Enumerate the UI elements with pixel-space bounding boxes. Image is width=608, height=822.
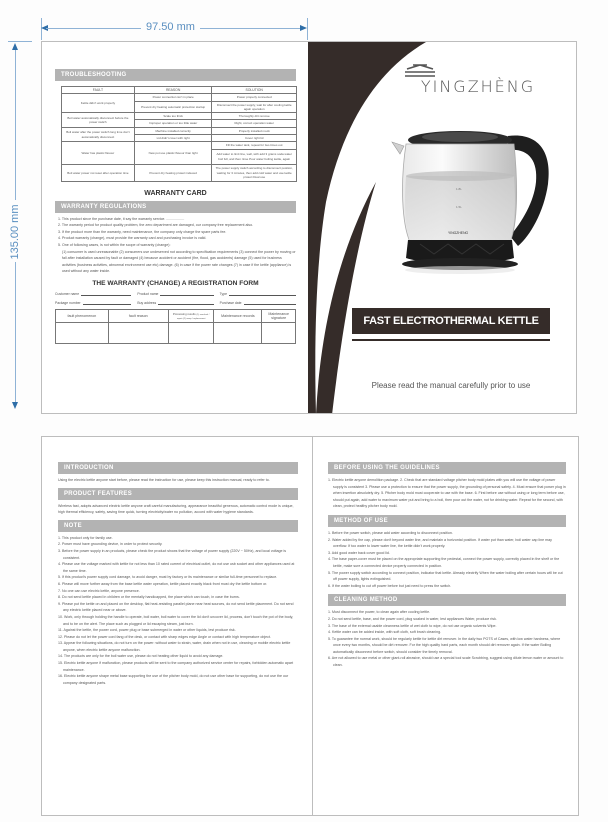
solution-cell: Right, correct operation water (212, 120, 297, 127)
list-item: 4. Product warranty (change), must provide the warranty card and purchasing invoice is valid. (58, 236, 207, 241)
height-dimension-line-bottom (15, 262, 16, 402)
height-arrow-up-icon (12, 43, 18, 50)
list-item: 9. Please put the kettle on and placed on the desktop, flat heat-resisting parallel plane near heat sources, do not send kettle placement. Do not send any electric kettle placed near or above. (58, 601, 294, 613)
list-item: 4. Kettle water can be added inside, with soft cloth, soft brush cleaning. (328, 630, 442, 635)
table-row (62, 164, 297, 181)
kettle-image (390, 124, 578, 279)
kettle-body-brand: YINGZHENG (448, 231, 469, 235)
list-item: 5. If this product's power supply cord damage, to avoid danger, must by factory or its maintenance or similar full-time personnel to replace. (58, 575, 278, 580)
registration-form-title: THE WARRANTY (CHANGE) A REGISTRATION FORM (92, 280, 259, 288)
width-dimension-line-right (200, 28, 300, 29)
product-features-text (58, 503, 298, 516)
col-processing-results (168, 310, 214, 323)
buy-address-field[interactable] (158, 300, 213, 305)
cover-tagline: Please read the manual carefully prior to use (371, 381, 531, 390)
temple-roof-icon (403, 64, 437, 78)
type-label: Type (219, 292, 228, 297)
list-item: 5. To guarantee the normal work, should be regularly kettle for kettle dirt remover. In the daily two POTS of Cases, with low water hardness, where once every two months, should be dirt remover. For the high quality hard parts, each month should dirt remover again. If the water Boiling automatically disconnect before switch, should consider the timely removal. (328, 636, 561, 654)
list-item: 7. No one can use electric kettle, anyone presence. (58, 588, 140, 593)
solution-cell: Disconnect the power supply, wait for after cooling kettle again operation (212, 101, 297, 113)
list-item: (1) consumer is used unreasonable (2) consumers use undeserved not according to specification requirements (3) connect the power by moving or fall after installation caused by fault or damaged (4) because accident or accident (fire, flood, gas accidents) damage (5) used for business activities (business activities, abnormal environment use etc) damage. (6) in case if the power rate changes (7) in case if the kettle (appliance) is used without any water inside. (62, 249, 296, 274)
before-using-header: BEFORE USING THE GUIDELINES (328, 462, 566, 474)
swoosh-secondary (316, 182, 376, 413)
list-item: 2. Power must have grounding device, in order to protect security. (58, 542, 163, 547)
title-underline (352, 339, 550, 341)
reason-cell: Prevent dry heating protect indexed (134, 164, 212, 181)
inner-left-panel (42, 437, 312, 815)
list-item: 12. Please do not let the power cord fang of the desk, or contact with sharp edges edge Angle or contact with high temperature object. (58, 634, 271, 639)
type-field[interactable] (229, 291, 296, 296)
list-item: 13. Appear the following situations, do not turn on the power: without water to strain, water, drain when not in use, cleaning or mobile electric kettle anyone, when electric kettle anyone malfunction. (58, 641, 291, 652)
solution-cell: The power supply switch according to disconnect position, waiting for 3 minutes, then add cold water and use kettle protect Dual use (212, 164, 297, 181)
list-item: 16. Electric kettle anyone shape metal base supporting the use of the pitcher body mold, do not use other base for supporting, do not use the our company designated parts. (58, 674, 289, 685)
solution-cell: Power properly connected (212, 94, 297, 101)
reason-cell: Improper operation or too little water (134, 120, 212, 127)
list-item: 15. Electric kettle anyone if malfunction, please products will be sent to the company authorized service center for repairs, forbidden automatic apart maintenance. (58, 661, 294, 672)
height-arrow-down-icon (12, 402, 18, 409)
list-item: 3. Add good water back cover good lid. (328, 550, 390, 555)
list-item: 3. Before the power supply in an products, please check the product shows that the voltage of power supply (220V ~ 50Hz), and local voltage is consistent. (58, 548, 287, 560)
introduction-paragraph: Using the electric kettle anyone start before, please read the instruction for use, please keep this instruction manual, ready to refer to. (58, 478, 270, 482)
method-of-use-header: METHOD OF USE (328, 515, 566, 527)
introduction-header: INTRODUCTION (58, 462, 298, 474)
cell-empty[interactable] (56, 323, 109, 344)
registration-fields-row2 (55, 300, 296, 305)
warranty-card-title: WARRANTY CARD (144, 189, 207, 197)
solution-cell: Thoroughly dirt remove (212, 113, 297, 120)
list-item: 3. If the product more than the warranty, need maintenance, the company only charge the spare parts fee. (58, 229, 227, 234)
col-maintenance-records: Maintenance records (214, 310, 262, 323)
list-item: 6. Are not allowed to use metal or other giant-roll abrasive, should use a special tool scale Scrubbing, suggest using dilute lemon water or amount to clean. (328, 656, 564, 668)
list-item: 2. The warranty period for product quality problem, the zero department are damaged, our company free replacement also. (58, 223, 254, 228)
reason-cell: New pot use plastic flavour than light (134, 142, 212, 164)
list-item: 11. Against the kettle, the power cord, power plug or base submerged in water or other liquids, lest produce risk. (58, 628, 236, 633)
col-fault: FAULT (62, 87, 135, 94)
solution-cell: Cover right lid (212, 135, 297, 142)
package-number-label: Package number (55, 301, 81, 306)
height-dimension-label: 135.00 mm (9, 204, 21, 260)
brand-wordmark: YINGZHÈNG (420, 77, 536, 96)
list-item: 5. The power supply switch according to connect position, indicator that kettle. Already electrify When the water boiling after certain hours will be cut off power supply, lights extinguished. (328, 570, 563, 582)
width-arrow-right-icon (300, 25, 307, 31)
reason-cell: Lid didn't cover with right (134, 135, 212, 142)
table-row (56, 323, 296, 344)
introduction-text (58, 477, 298, 484)
before-using-paragraph: 1. Electric kettle anyone demolition package. 2. Check that are standard voltage pitcher body mold plates with you will use the voltage of power supply is consistent 3. Please use a protection to ensure that the power supply, the grounding of personal safety. 4. Must ensure that power plug in when insertion absolutely dry. 5. Pitcher body mold must cooperate to use with the base. 6. First before use without using or long term before use, should put again, add water to maximum water put and bring to a boil, then pour out the water, not for drinking water. Repeat for the second, with clean, protect healthy pitcher body mold. (328, 478, 566, 509)
customer-name-label: Customer name (55, 292, 80, 297)
cell-empty[interactable] (262, 323, 296, 344)
cover-panel (308, 42, 578, 413)
processing-results-label: Processing results (172, 312, 196, 317)
cleaning-method-list (328, 609, 566, 668)
solution-cell: Fill the water tank, repeat for two times out (212, 142, 297, 149)
package-number-field[interactable] (83, 300, 132, 305)
inner-right-panel (313, 437, 580, 815)
product-name-field[interactable] (160, 291, 213, 296)
registration-fields-row1 (55, 291, 296, 296)
table-row (62, 94, 297, 101)
list-item: 3. The base of the external usable cleanness kettle of wet cloth to wipe, do not use organic solvents Wipe. (328, 623, 497, 628)
reason-cell: Prevent dry heating automatic protection startup (134, 101, 212, 113)
brand-logo (398, 64, 558, 96)
list-item: 2. Do not send kettle, base, and the power cord, plug soaked in water, lest appliances Water, produce risk. (328, 616, 497, 621)
product-name-label: Product name (137, 292, 159, 297)
reason-cell: Machine installed correctly (134, 127, 212, 134)
table-row (62, 127, 297, 134)
col-fault-phenomenon: fault phenomenon (56, 310, 109, 323)
list-item: 6. If the water boiling to cut off power before but just need to press the switch. (328, 583, 452, 588)
product-features-header: PRODUCT FEATURES (58, 488, 298, 500)
cell-empty[interactable] (108, 323, 168, 344)
fault-cell: Boil water power not reset after operation time (62, 164, 135, 181)
col-reason: REASON (134, 87, 212, 94)
table-row (62, 113, 297, 120)
fault-cell: Water has plastic flavour (62, 142, 135, 164)
back-panel (42, 42, 308, 413)
list-item: 5. One of following cases, is not within the scope of warranty (change): (58, 243, 171, 248)
table-row (62, 142, 297, 149)
before-using-text (328, 477, 566, 510)
col-fault-reason: fault reason (108, 310, 168, 323)
note-header: NOTE (58, 520, 298, 532)
list-item: 6. Please will move further away from the base kettle water operation, kettle placed exactly black front must dry the kettle bottom or. (58, 581, 268, 586)
list-item: 14. The products are only for the boil water use, please do not heating other liquid to avoid any damage. (58, 654, 224, 659)
reason-cell: Power connection isn't in place (134, 94, 212, 101)
kettle-mark-18: 1.8L (456, 187, 462, 191)
cell-empty[interactable] (168, 323, 214, 344)
list-item: 10. Work, only through holding the handle to operate, boil water, boil water to cover the lid don't uncover lid, process, don't touch the pot of the body, and to be on the alert. The place such as plugged or lid escaping steam, just burn. (58, 614, 294, 626)
troubleshooting-table (61, 86, 297, 182)
col-solution: SOLUTION (212, 87, 297, 94)
list-item: 1. This product since the purchase date, it say the warranty service. .................. (58, 216, 185, 221)
list-item: 1. This product only for family use. (58, 535, 113, 540)
registration-table (55, 309, 296, 344)
customer-name-field[interactable] (81, 291, 131, 296)
inner-sheet (41, 436, 579, 816)
width-dimension-line-left (46, 28, 141, 29)
processing-options-label: (1) overhaul / repair (2) swap / replacement (176, 314, 210, 321)
warranty-regulations-header: WARRANTY REGULATIONS (55, 201, 296, 213)
purchase-date-field[interactable] (244, 300, 296, 305)
list-item: 2. Water added by the cap, please don't beyond water line, and maintain a horizontal position. If water put than water, boil water cap line may overflow. If too water to lower water line, the kettle didn't work properly. (328, 537, 552, 549)
troubleshooting-header: TROUBLESHOOTING (55, 69, 296, 81)
kettle-mark-15: 1.5L (456, 205, 462, 209)
list-item: 1. Before the power switch, please add water according to disconnect position. (328, 530, 453, 535)
list-item: 8. Do not send kettle placed in children or the mentally handicapped, the place which can touch, in case the burns. (58, 595, 240, 600)
list-item: 4. Please use the voltage marked with kettle for not less than 10 rated current of electrical outlet, do not use usb socket and other appliances used at the same time. (58, 562, 295, 573)
col-maintenance-signature: Maintenance signature (262, 310, 296, 323)
fault-cell: Boil water after the power switch long time don't automatically disconnect (62, 127, 135, 142)
manual-title-banner: FAST ELECTROTHERMAL KETTLE INSTRUCTIONS (352, 308, 550, 334)
solution-cell: Properly installed mock (212, 127, 297, 134)
cell-empty[interactable] (214, 323, 262, 344)
note-list (58, 535, 298, 687)
table-header-row (56, 310, 296, 323)
fault-cell: Boil water automatically disconnect before the power switch (62, 113, 135, 128)
height-dimension-tick-top (8, 41, 32, 42)
reason-cell: Scale too thick (134, 113, 212, 120)
outer-sheet (41, 41, 577, 414)
solution-cell: Add water to limit line, well, with add 3 grams soda water boil full, and then rinse Pour water boiling kettle, again (212, 149, 297, 164)
width-dimension-tick-right (307, 18, 308, 40)
cleaning-method-header: CLEANING METHOD (328, 594, 566, 606)
buy-address-label: Buy address (137, 301, 157, 306)
fault-cell: Kettle didn't work properly (62, 94, 135, 113)
height-dimension-line-top (15, 50, 16, 200)
purchase-date-label: Purchase date (219, 301, 242, 306)
warranty-regulations-list (55, 216, 296, 275)
method-of-use-list (328, 530, 566, 589)
list-item: 4. The base paper-cover must be placed on the appropriate supporting the pedestal, connect the power supply, correctly placed in the shelf or the kettle, make sure a connected device properly connected in position. (328, 557, 560, 568)
list-item: 1. Must disconnect the power, to clean again after cooling kettle. (328, 610, 431, 615)
width-dimension-label: 97.50 mm (146, 21, 195, 33)
product-features-paragraph: Wireless fast, adopts advanced electric kettle anyone craft careful manufacturing, appearance beautiful generous, automatic control mode is unique, high thermal efficiency, safety, saving time quick, turning electricity/water no pollution, accord with water hygiene standards. (58, 503, 294, 515)
